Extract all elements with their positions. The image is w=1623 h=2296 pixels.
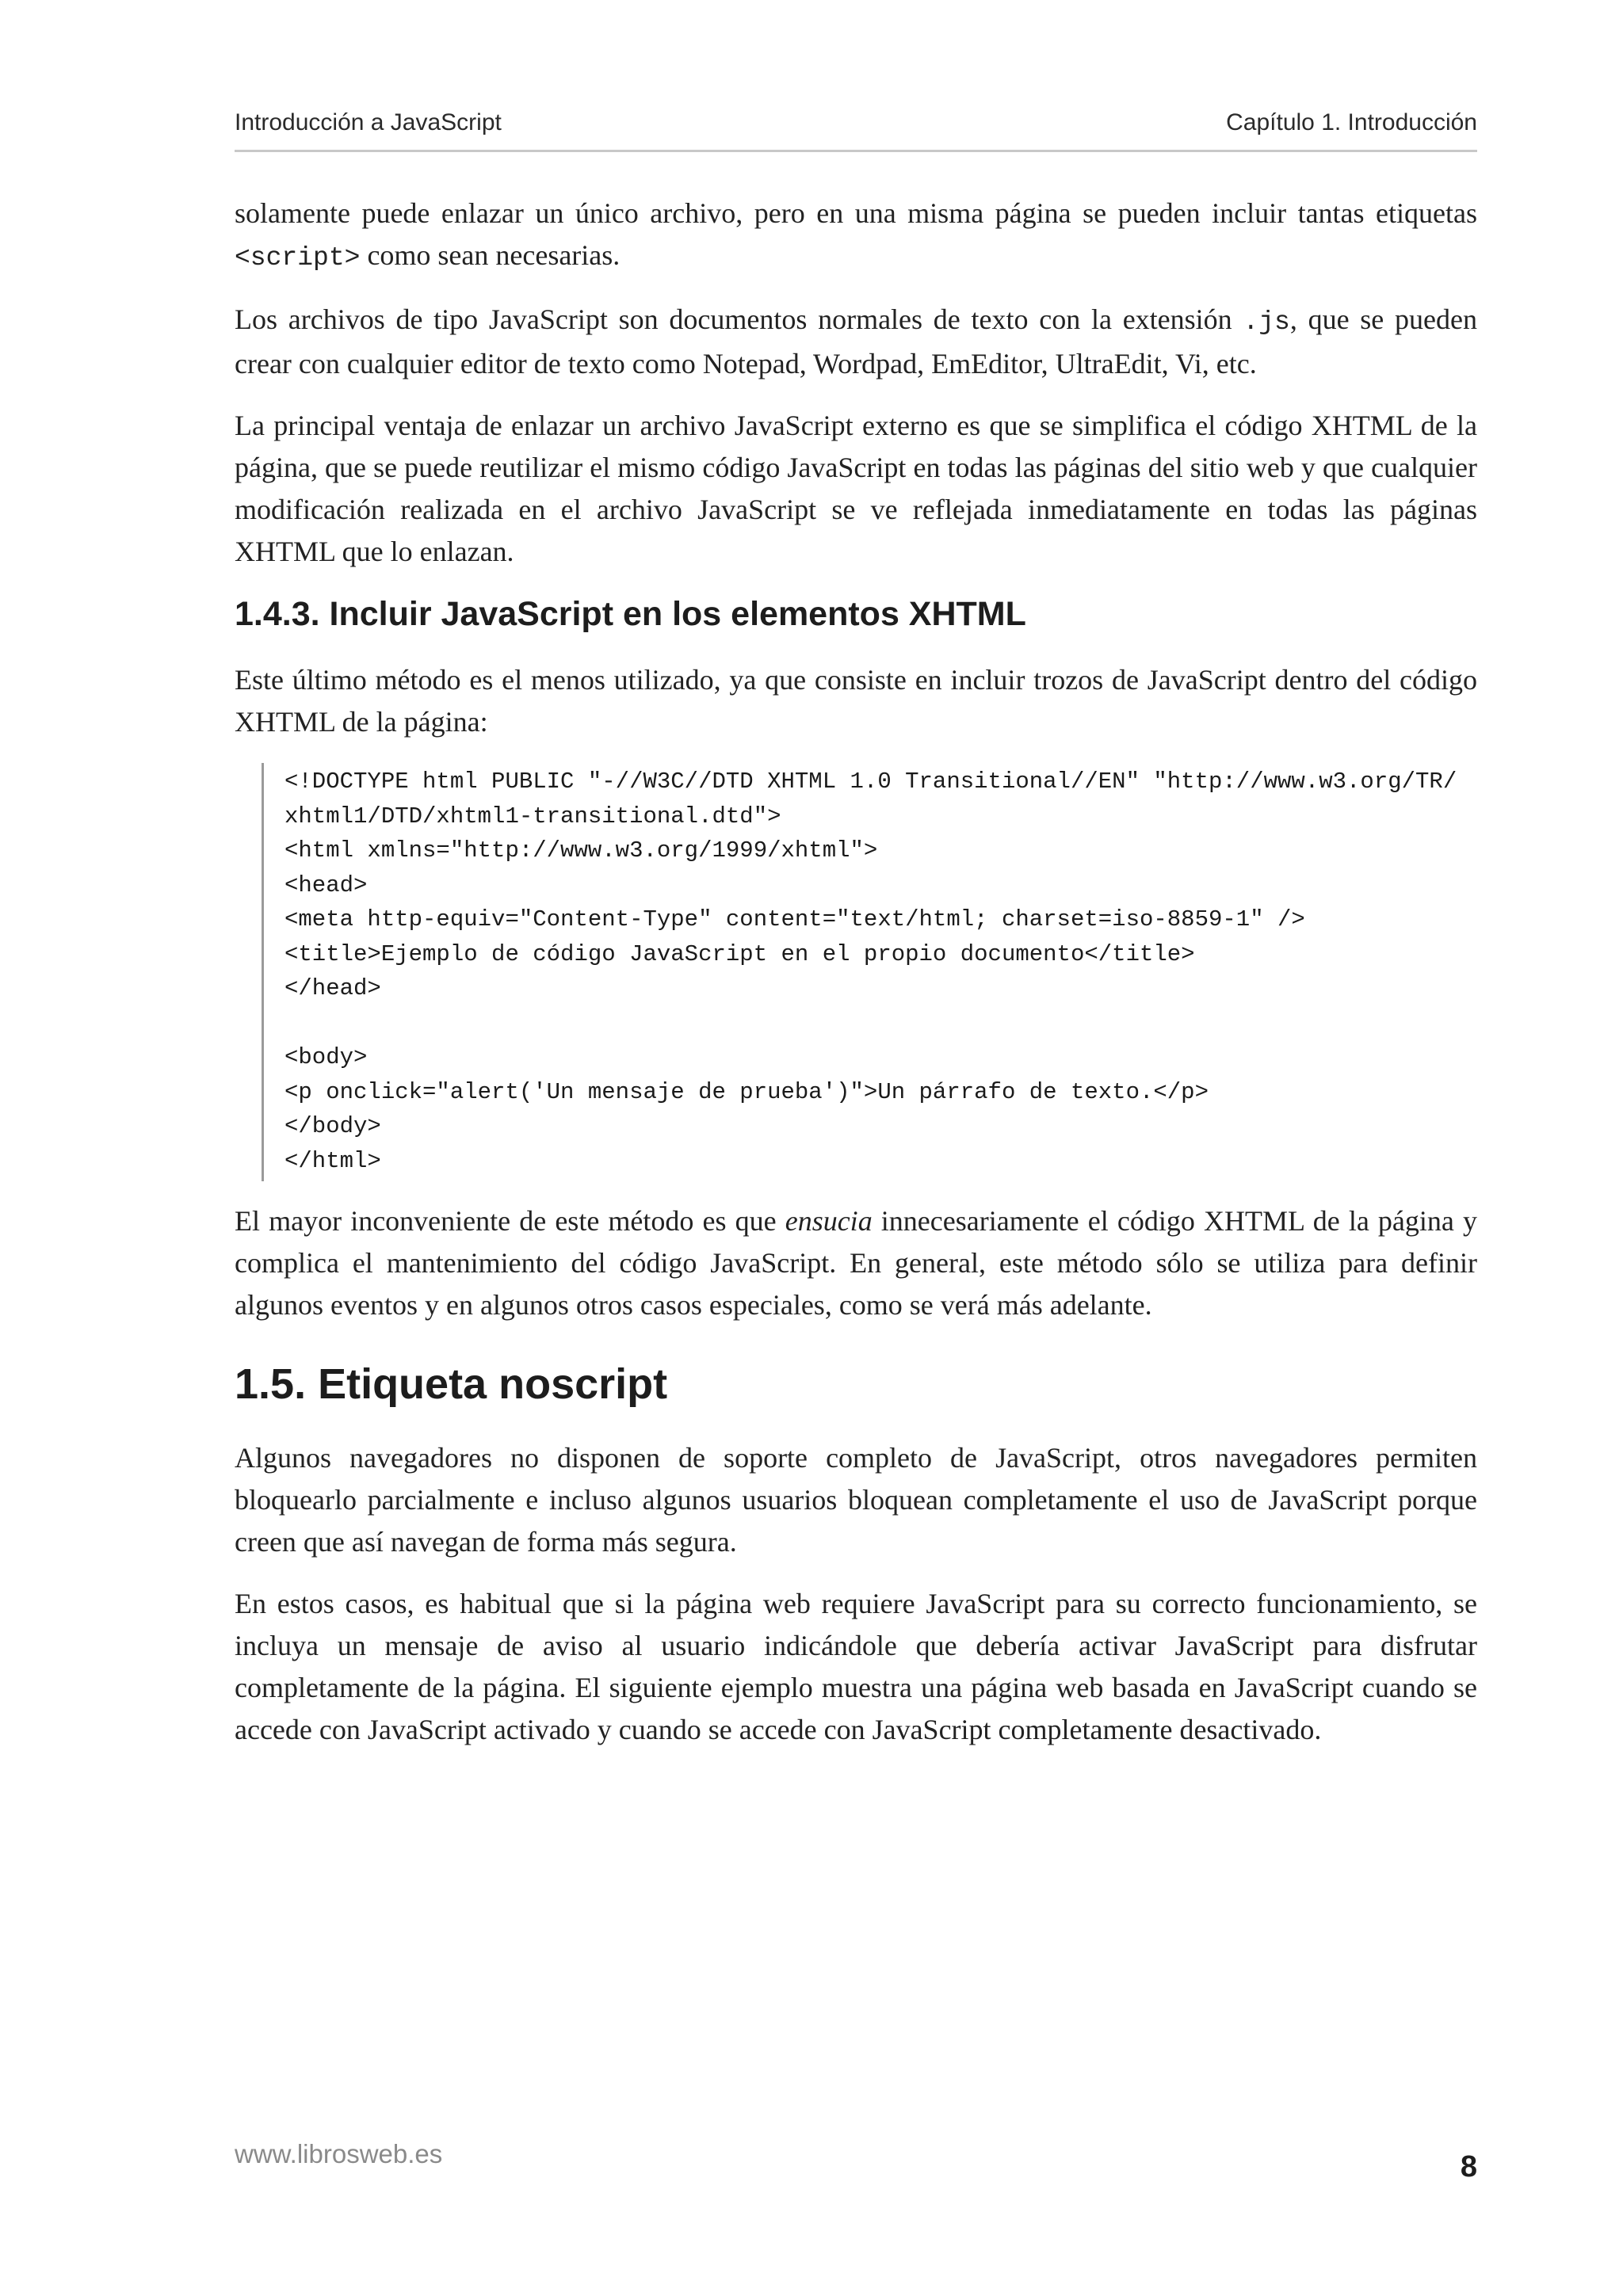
code-line: <p onclick="alert('Un mensaje de prueba')">Un párrafo de texto.</p>: [285, 1078, 1209, 1105]
code-line: <html xmlns="http://www.w3.org/1999/xhtml">: [285, 837, 878, 864]
code-line: [285, 1006, 1477, 1041]
paragraph-text: como sean necesarias.: [360, 239, 621, 271]
paragraph-text: solamente puede enlazar un único archivo, pero en una misma página se pueden incluir tantas etiquetas: [235, 197, 1477, 229]
paragraph-warning-message: En estos casos, es habitual que si la página web requiere JavaScript para su correcto funcionamiento, se incluya un mensaje de aviso al usuario indicándole que debería activar JavaScript para disfrutar completamente de la página. El siguiente ejemplo muestra una página web basada en JavaScript cuando se accede con JavaScript activado y cuando se accede con JavaScript completamente desactivado.: [235, 1588, 1477, 1745]
paragraph-text: innecesariamente el código XHTML de la página y complica el mantenimiento del código JavaScript. En general, este método sólo se utiliza para definir algunos eventos y en algunos otros casos especiales, como se verá más adelante.: [235, 1205, 1478, 1321]
header-book-title: Introducción a JavaScript: [235, 109, 502, 135]
code-line: <!DOCTYPE html PUBLIC "-//W3C//DTD XHTML 1.0 Transitional//EN" "http://www.w3.org/TR/: [285, 769, 1457, 795]
code-line: <meta http-equiv="Content-Type" content="text/html; charset=iso-8859-1" />: [285, 906, 1305, 933]
page-content: [235, 193, 1477, 1771]
paragraph-js-files: [235, 299, 1477, 385]
code-block: [262, 763, 1477, 1181]
code-line: </head>: [285, 975, 381, 1001]
code-line: <title>Ejemplo de código JavaScript en el propio documento</title>: [285, 940, 1195, 967]
code-line: <head>: [285, 871, 368, 898]
paragraph-browser-support: Algunos navegadores no disponen de soporte completo de JavaScript, otros navegadores permiten bloquearlo parcialmente e incluso algunos usuarios bloquean completamente el uso de JavaScript porque creen que así navegan de forma más segura.: [235, 1442, 1477, 1558]
code-line: xhtml1/DTD/xhtml1-transitional.dtd">: [285, 803, 781, 830]
emphasis-text: ensucia: [785, 1205, 873, 1237]
code-line: </body>: [285, 1113, 381, 1139]
paragraph-text: El mayor inconveniente de este método es que: [235, 1205, 785, 1237]
header-chapter-title: Capítulo 1. Introducción: [1226, 109, 1477, 135]
inline-code: <script>: [235, 243, 361, 273]
paragraph-text: Los archivos de tipo JavaScript son documentos normales de texto con la extensión: [235, 303, 1243, 335]
section-heading: 1.5. Etiqueta noscript: [235, 1360, 668, 1408]
paragraph-drawbacks: [235, 1200, 1477, 1326]
page-number: 8: [1460, 2150, 1477, 2183]
code-line: </html>: [285, 1147, 381, 1174]
header-divider: [235, 150, 1477, 152]
footer-url: www.librosweb.es: [235, 2139, 443, 2168]
running-header: [235, 109, 1477, 136]
paragraph-continuation: [235, 193, 1477, 279]
document-page: [235, 0, 1477, 2296]
paragraph-text: , que se pueden crear con cualquier editor de texto como Notepad, Wordpad, EmEditor, UltraEdit, Vi, etc.: [235, 303, 1477, 379]
inline-code: .js: [1243, 307, 1290, 337]
paragraph-inline-method: Este último método es el menos utilizado, ya que consiste en incluir trozos de JavaScript dentro del código XHTML de la página:: [235, 664, 1477, 738]
subsection-heading: 1.4.3. Incluir JavaScript en los elementos XHTML: [235, 595, 1026, 633]
code-line: <body>: [285, 1044, 368, 1070]
paragraph-advantages: La principal ventaja de enlazar un archivo JavaScript externo es que se simplifica el código XHTML de la página, que se puede reutilizar el mismo código JavaScript en todas las páginas del sitio web y que cualquier modificación realizada en el archivo JavaScript se ve reflejada inmediatamente en todas las páginas XHTML que lo enlazan.: [235, 410, 1477, 567]
